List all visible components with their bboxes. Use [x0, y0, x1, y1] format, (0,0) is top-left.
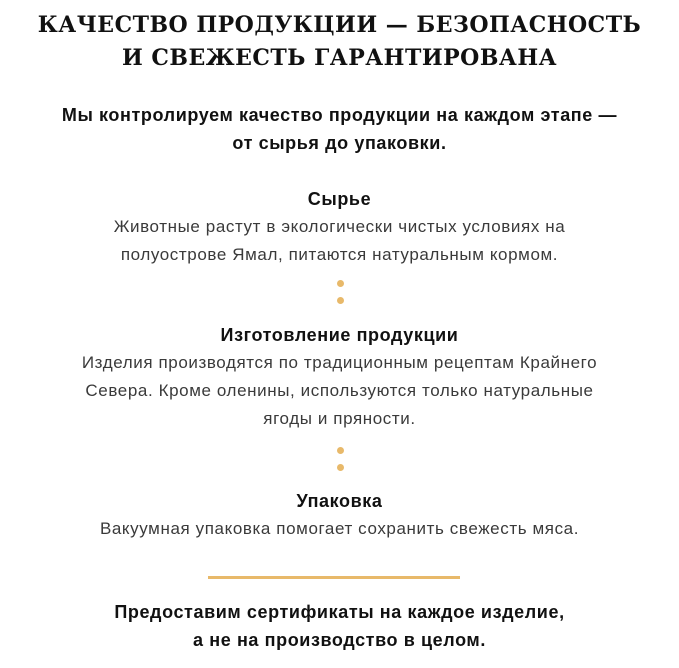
step-description-line: ягоды и пряности. [263, 409, 416, 428]
intro-line-1: Мы контролируем качество продукции на каждом этапе — [61, 105, 618, 125]
certificates-note-line-2: а не на производство в целом. [193, 630, 486, 650]
page-title [0, 9, 679, 75]
certificates-note-line-1: Предоставим сертификаты на каждое изделие, [114, 602, 565, 622]
connector-dot-icon [337, 280, 344, 287]
step-description [0, 349, 679, 433]
step-raw-materials [0, 185, 679, 269]
step-description-line: Севера. Кроме оленины, используются только натуральные [85, 381, 594, 400]
step-description-line: Животные растут в экологически чистых условиях на [113, 217, 566, 236]
step-connector-dots [0, 276, 679, 310]
step-description-line: полуострове Ямал, питаются натуральным кормом. [120, 245, 559, 264]
step-connector-dots [0, 443, 679, 477]
step-title: Упаковка [296, 491, 383, 511]
step-description [0, 213, 679, 269]
connector-dot-icon [337, 447, 344, 454]
step-title: Сырье [307, 189, 372, 209]
step-title: Изготовление продукции [220, 325, 459, 345]
step-description-line: Изделия производятся по традиционным рецептам Крайнего [81, 353, 598, 372]
divider [208, 576, 460, 579]
step-production [0, 321, 679, 433]
intro-text [0, 101, 679, 157]
connector-dot-icon [337, 297, 344, 304]
page-title-line-1: КАЧЕСТВО ПРОДУКЦИИ — БЕЗОПАСНОСТЬ [37, 12, 642, 38]
certificates-note [0, 598, 679, 654]
page-title-line-2: И СВЕЖЕСТЬ ГАРАНТИРОВАНА [121, 45, 558, 71]
connector-dot-icon [337, 464, 344, 471]
step-packaging [0, 487, 679, 543]
intro-line-2: от сырья до упаковки. [232, 133, 447, 153]
step-description-line: Вакуумная упаковка помогает сохранить свежесть мяса. [99, 519, 580, 538]
step-description [0, 515, 679, 543]
